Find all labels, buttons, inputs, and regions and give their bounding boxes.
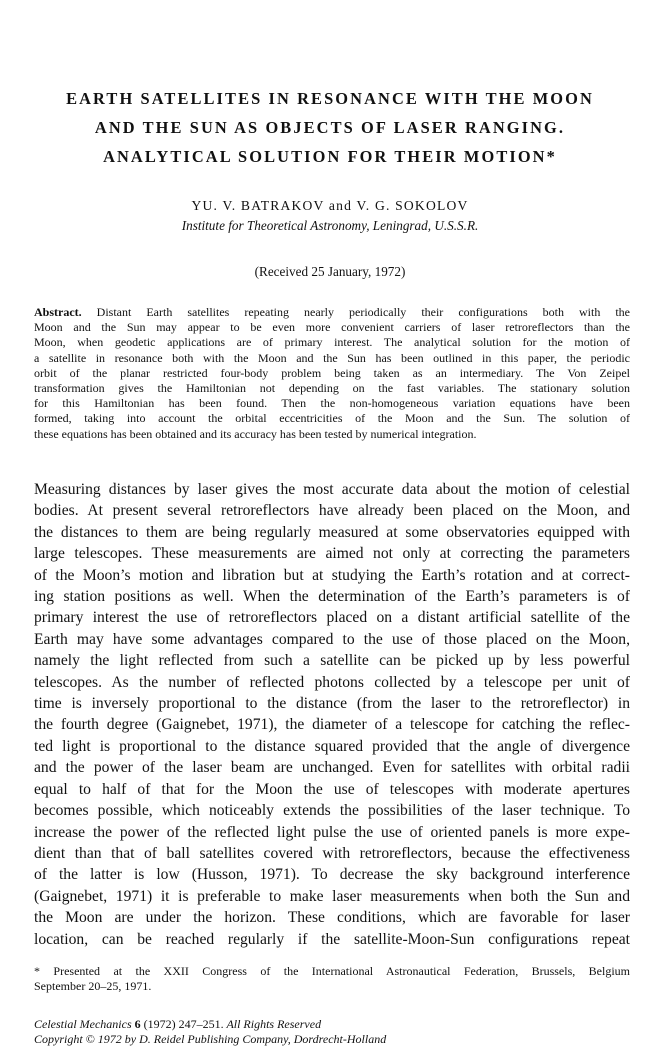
body-line: (Gaignebet, 1971) it is preferable to make laser measurements when both the Sun and: [34, 887, 630, 905]
body-line: telescopes. As the number of reflected photons collected by a telescope per unit of: [34, 673, 630, 691]
body-line: equal to half of that for the Moon the use of telescopes with moderate apertures: [34, 780, 630, 798]
body-line: large telescopes. These measurements are aimed not only at correcting the parameters: [34, 545, 630, 563]
paper-title: [30, 84, 630, 171]
abstract-line-3: Moon, when geodetic applications are of primary interest. The analytical solution for the motion of: [34, 335, 630, 350]
received-date: (Received 25 January, 1972): [254, 264, 406, 279]
body-line: bodies. At present several retroreflectors have already been placed on the Moon, and: [34, 502, 630, 520]
abstract-line-2: Moon and the Sun may appear to be even more convenient carriers of laser retroreflectors than the: [34, 320, 630, 335]
journal-info: [34, 1017, 630, 1048]
affiliation: Institute for Theoretical Astronomy, Leningrad, U.S.S.R.: [181, 218, 479, 233]
title-line-2: AND THE SUN AS OBJECTS OF LASER RANGING.: [94, 118, 566, 137]
title-line-3: ANALYTICAL SOLUTION FOR THEIR MOTION*: [103, 147, 557, 166]
body-line: namely the light reflected from such a satellite can be picked up by less powerful: [34, 652, 630, 670]
body-line: the distances to them are being regularly measured at some observatories equipped with: [34, 523, 630, 541]
body-paragraph: [34, 479, 630, 950]
abstract-line-7: for this Hamiltonian has been found. Then the non-homogeneous variation equations have been: [34, 396, 630, 411]
abstract: [34, 305, 630, 442]
journal-name: Celestial Mechanics: [34, 1017, 132, 1031]
abstract-line-6: transformation gives the Hamiltonian not depending on the fast variables. The stationary solution: [34, 381, 630, 396]
journal-volume: 6: [134, 1017, 141, 1031]
body-line: ing station positions as well. When the determination of the Earth’s parameters is of: [34, 588, 630, 606]
abstract-label: Abstract.: [34, 305, 82, 319]
journal-copyright: Copyright © 1972 by D. Reidel Publishing Company, Dordrecht-Holland: [34, 1032, 387, 1047]
abstract-line-9: these equations has been obtained and its accuracy has been tested by numerical integration.: [34, 426, 477, 441]
body-line: Measuring distances by laser gives the most accurate data about the motion of celestial: [34, 481, 630, 498]
footnote-line-2: September 20–25, 1971.: [34, 979, 152, 994]
body-line: primary interest the use of retroreflectors placed on a distant artificial satellite of the: [34, 609, 630, 627]
footnote-line-1: * Presented at the XXII Congress of the International Astronautical Federation, Brussels, Belgium: [34, 964, 630, 978]
body-line: Earth may have some advantages compared to the use of those placed on the Moon,: [34, 630, 630, 648]
body-line: becomes possible, which noticeably extends the possibilities of the laser technique. To: [34, 802, 630, 820]
body-line: time is inversely proportional to the distance (from the laser to the retroreflector) in: [34, 695, 630, 713]
footnote: [34, 964, 630, 995]
authors: YU. V. BATRAKOV and V. G. SOKOLOV: [191, 198, 469, 213]
body-line: of the Moon’s motion and libration but at studying the Earth’s rotation and at correct-: [34, 566, 630, 584]
body-line: increase the power of the reflected light pulse the use of oriented panels is more expe-: [34, 823, 630, 841]
body-line: the Moon are under the horizon. These conditions, which are favorable for laser: [34, 909, 630, 927]
abstract-line-4: a satellite in resonance both with the Moon and the Sun has been outlined in this paper, the periodic: [34, 350, 630, 365]
body-line: and the power of the laser beam are unchanged. Even for satellites with orbital radii: [34, 759, 630, 777]
body-line: dient than that of ball satellites covered with retroreflectors, because the effectiveness: [34, 844, 630, 862]
journal-rights: All Rights Reserved: [226, 1017, 322, 1031]
abstract-line-1: [34, 305, 630, 320]
abstract-line-5: orbit of the planar restricted four-body problem being taken as an intermediary. The Von Zeipel: [34, 365, 630, 380]
journal-pages: (1972) 247–251.: [143, 1017, 224, 1031]
journal-citation: [34, 1017, 630, 1032]
body-line: ted light is proportional to the distance squared provided that the angle of divergence: [34, 737, 630, 755]
title-line-1: EARTH SATELLITES IN RESONANCE WITH THE MOON: [66, 89, 594, 108]
abstract-line-1-text: Distant Earth satellites repeating nearly periodically their configurations both with the: [96, 305, 630, 319]
body-line: the fourth degree (Gaignebet, 1971), the diameter of a telescope for catching the reflec-: [34, 716, 630, 734]
body-line: of the latter is low (Husson, 1971). To decrease the sky background interference: [34, 866, 630, 884]
abstract-line-8: formed, taking into account the orbital eccentricities of the Moon and the Sun. The solution of: [34, 411, 630, 426]
body-line: location, can be reached regularly if the satellite-Moon-Sun configurations repeat: [34, 930, 630, 948]
